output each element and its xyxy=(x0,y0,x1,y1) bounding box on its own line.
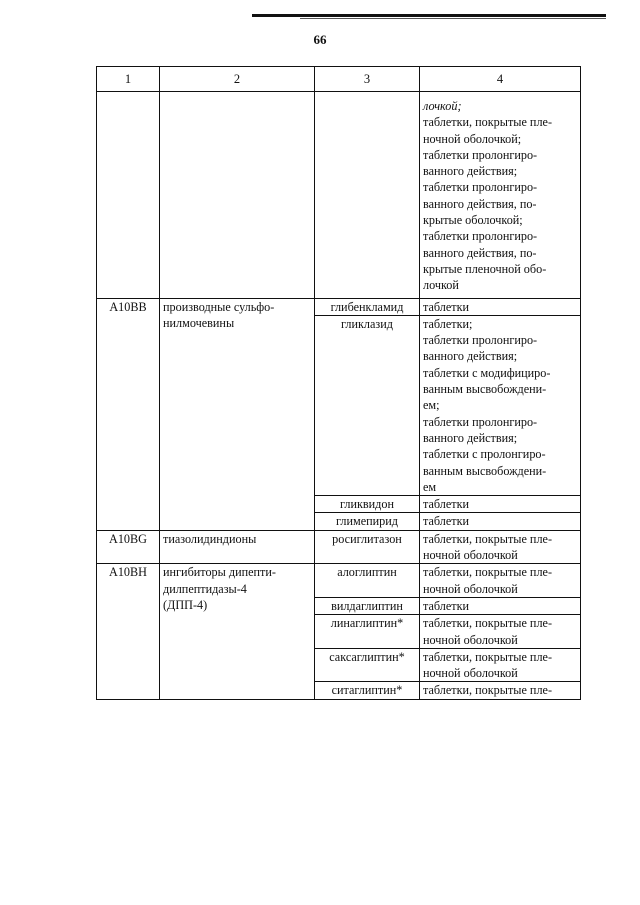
text-line: (ДПП-4) xyxy=(163,597,208,612)
drug-name-cell: росиглитазон xyxy=(315,530,420,564)
text-line: таблетки пролонгиро- xyxy=(423,180,538,195)
column-header: 4 xyxy=(420,67,581,92)
page-number: 66 xyxy=(313,32,327,47)
dosage-form-cell xyxy=(420,682,581,699)
dosage-form-cell xyxy=(420,648,581,682)
text-line: ночной оболочкой; xyxy=(423,131,522,146)
text-line: таблетки, покрытые пле- xyxy=(423,616,552,631)
header-rule xyxy=(252,14,606,17)
dosage-form-cell xyxy=(420,564,581,598)
text-line: таблетки xyxy=(423,497,470,512)
text-line: лочкой xyxy=(423,278,459,293)
drug-name-cell: глимепирид xyxy=(315,513,420,530)
text-line: таблетки, покрытые пле- xyxy=(423,649,552,664)
text-line: таблетки пролонгиро- xyxy=(423,414,538,429)
text-line: ванным высвобождени- xyxy=(423,463,547,478)
text-line: таблетки пролонгиро- xyxy=(423,147,538,162)
text-line: таблетки, покрытые пле- xyxy=(423,683,552,698)
drug-name-cell: алоглиптин xyxy=(315,564,420,598)
text-line: ночной оболочкой xyxy=(423,581,518,596)
drug-name-cell: глибенкламид xyxy=(315,298,420,315)
table-row xyxy=(97,530,581,564)
drug-name-cell: ситаглиптин* xyxy=(315,682,420,699)
empty-cell xyxy=(97,92,160,299)
atc-code-cell: A10BB xyxy=(97,298,160,530)
dosage-form-cell xyxy=(420,315,581,495)
group-name-cell xyxy=(160,530,315,564)
column-header: 2 xyxy=(160,67,315,92)
empty-cell xyxy=(315,92,420,299)
text-line: таблетки xyxy=(423,299,470,314)
text-line: ем xyxy=(423,479,437,494)
text-line: ванным высвобождени- xyxy=(423,382,547,397)
text-line: ванного действия, по- xyxy=(423,245,537,260)
dosage-form-cell xyxy=(420,615,581,649)
table-row xyxy=(97,298,581,315)
text-line: таблетки xyxy=(423,598,470,613)
text-line: ночной оболочкой xyxy=(423,548,518,563)
drug-name-cell: гликвидон xyxy=(315,496,420,513)
table-header-row xyxy=(97,67,581,92)
text-line: ингибиторы дипепти- xyxy=(163,565,276,580)
table-body xyxy=(97,92,581,700)
text-line: таблетки, покрытые пле- xyxy=(423,115,552,130)
text-line: таблетки с пролонгиро- xyxy=(423,447,546,462)
text-line: ванного действия; xyxy=(423,164,518,179)
text-line: ночной оболочкой xyxy=(423,632,518,647)
text-line: тиазолидиндионы xyxy=(163,531,257,546)
text-line: таблетки с модифициро- xyxy=(423,365,551,380)
dosage-form-cell xyxy=(420,496,581,513)
group-name-cell xyxy=(160,564,315,699)
dosage-form-cell xyxy=(420,92,581,299)
dosage-form-cell xyxy=(420,530,581,564)
drug-name-cell: гликлазид xyxy=(315,315,420,495)
text-line: ванного действия; xyxy=(423,349,518,364)
dosage-form-cell xyxy=(420,298,581,315)
text-line: лочкой; xyxy=(423,99,462,113)
text-line: крытые пленочной обо- xyxy=(423,261,547,276)
text-line: таблетки; xyxy=(423,316,473,331)
text-line: дилпептидазы-4 xyxy=(163,581,247,596)
text-line: ванного действия, по- xyxy=(423,196,537,211)
text-line: таблетки, покрытые пле- xyxy=(423,531,552,546)
atc-code-cell: A10BG xyxy=(97,530,160,564)
text-line: ванного действия; xyxy=(423,430,518,445)
column-header: 1 xyxy=(97,67,160,92)
group-name-cell xyxy=(160,298,315,530)
text-line: таблетки пролонгиро- xyxy=(423,333,538,348)
text-line: таблетки xyxy=(423,514,470,529)
atc-code-cell: A10BH xyxy=(97,564,160,699)
empty-cell xyxy=(160,92,315,299)
drug-name-cell: саксаглиптин* xyxy=(315,648,420,682)
dosage-form-cell xyxy=(420,597,581,614)
text-line: нилмочевины xyxy=(163,315,235,330)
text-line: производные сульфо- xyxy=(163,299,275,314)
column-header: 3 xyxy=(315,67,420,92)
text-line: таблетки пролонгиро- xyxy=(423,229,538,244)
drug-name-cell: вилдаглиптин xyxy=(315,597,420,614)
text-line: ем; xyxy=(423,398,440,413)
dosage-form-cell xyxy=(420,513,581,530)
text-line: ночной оболочкой xyxy=(423,666,518,681)
header-rule-thin xyxy=(300,18,606,19)
table-row xyxy=(97,564,581,598)
text-line: крытые оболочкой; xyxy=(423,213,523,228)
drug-table xyxy=(96,66,581,700)
text-line: таблетки, покрытые пле- xyxy=(423,565,552,580)
table-row-continuation xyxy=(97,92,581,299)
drug-name-cell: линаглиптин* xyxy=(315,615,420,649)
